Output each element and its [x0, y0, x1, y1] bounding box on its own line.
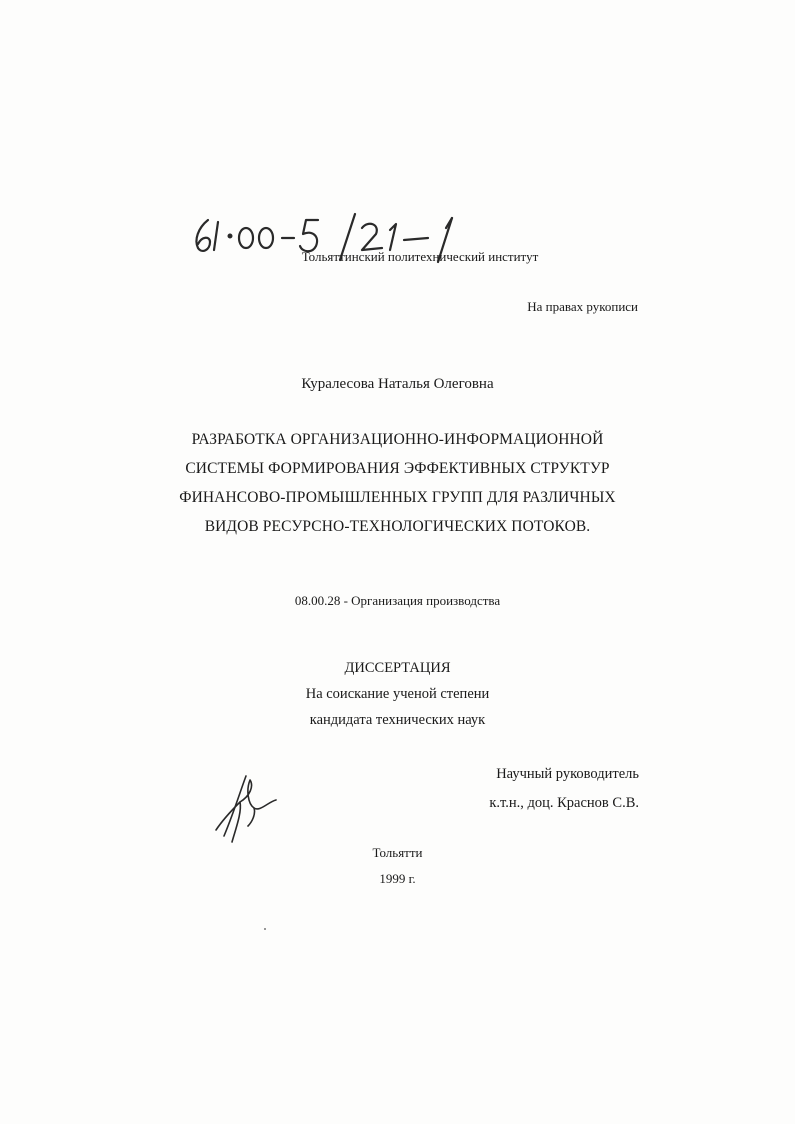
title-line: СИСТЕМЫ ФОРМИРОВАНИЯ ЭФФЕКТИВНЫХ СТРУКТУР: [185, 460, 610, 477]
supervisor-name: к.т.н., доц. Краснов С.В.: [489, 795, 639, 811]
title-line: ВИДОВ РЕСУРСНО-ТЕХНОЛОГИЧЕСКИХ ПОТОКОВ.: [204, 518, 591, 535]
signature: [210, 772, 290, 846]
degree-line: кандидата технических наук: [309, 712, 486, 728]
city: Тольятти: [372, 845, 423, 860]
document-type: ДИССЕРТАЦИЯ: [344, 660, 451, 676]
city-year-block: [0, 840, 795, 892]
title-line: ФИНАНСОВО-ПРОМЫШЛЕННЫХ ГРУПП ДЛЯ РАЗЛИЧНЫХ: [179, 489, 616, 506]
dissertation-title: [0, 425, 795, 541]
institute-name: Тольяттинский политехнический институт: [301, 249, 539, 264]
title-line: РАЗРАБОТКА ОРГАНИЗАЦИОННО-ИНФОРМАЦИОННОЙ: [191, 431, 604, 448]
rights-note: На правах рукописи: [527, 299, 638, 314]
supervisor-label: Научный руководитель: [496, 766, 639, 782]
scan-speck: [264, 928, 266, 930]
degree-line: На соискание ученой степени: [305, 686, 490, 702]
specialty-code: 08.00.28 - Организация производства: [294, 593, 501, 608]
supervisor-block: [489, 760, 639, 818]
degree-block: [0, 655, 795, 733]
author-name: Куралесова Наталья Олеговна: [301, 376, 494, 392]
year: 1999 г.: [379, 871, 416, 886]
